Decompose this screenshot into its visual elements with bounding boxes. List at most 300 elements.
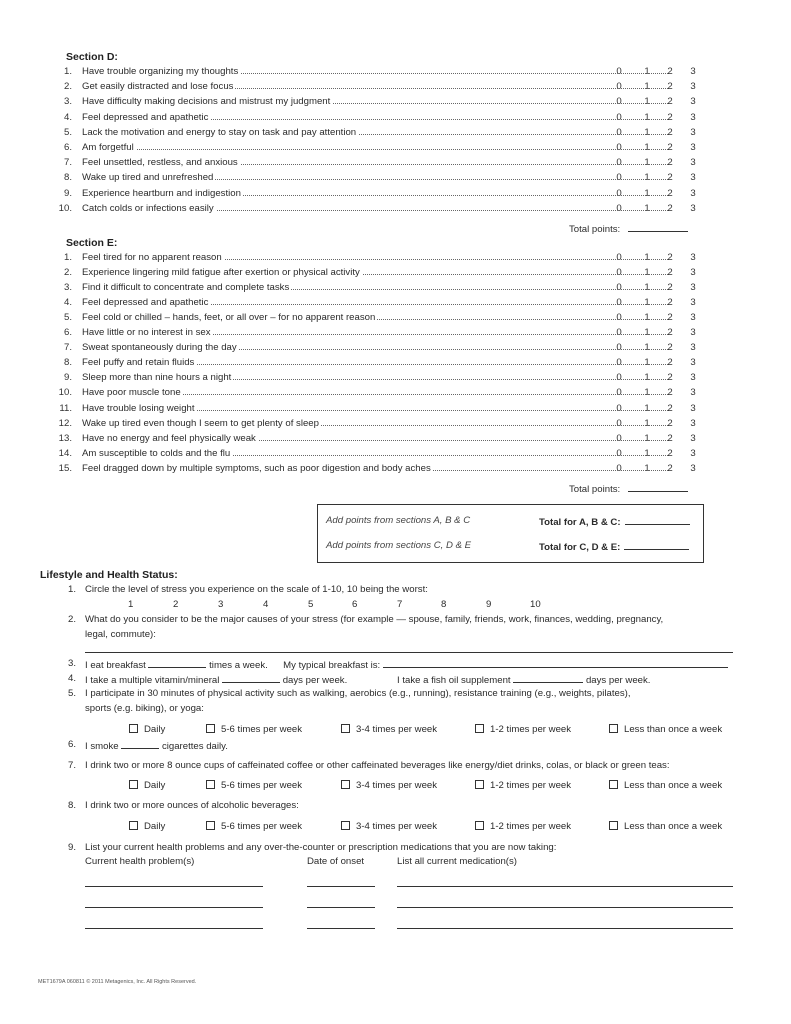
stress-level-8[interactable]: 8 <box>441 599 447 610</box>
section-d-score-1[interactable]: 1 <box>644 142 650 153</box>
section-d-score-2[interactable]: 2 <box>667 81 673 93</box>
q5-text-line1: I participate in 30 minutes of physical activity such as walking, aerobics (e.g., running), resistance training (e.g., weights, pilates), <box>85 688 631 699</box>
section-d-score-2[interactable]: 2 <box>667 142 673 153</box>
section-e-item-label: Sleep more than nine hours a night <box>82 372 232 384</box>
section-e-score-2[interactable]: 2 <box>667 447 673 459</box>
section-d-score-2[interactable]: 2 <box>667 66 673 77</box>
section-d-item-text <box>82 142 670 153</box>
section-e-score-3[interactable]: 3 <box>690 267 696 279</box>
stress-level-4[interactable]: 4 <box>263 599 269 610</box>
section-d-score-0[interactable]: 0 <box>616 126 622 138</box>
section-e-item <box>56 312 706 327</box>
health-problem-line[interactable] <box>85 928 263 929</box>
section-e-score-3[interactable]: 3 <box>690 312 696 324</box>
section-d-item-label: Have trouble organizing my thoughts <box>82 66 239 77</box>
totals-cde <box>539 540 689 553</box>
section-d-item-label: Have difficulty making decisions and mistrust my judgment <box>82 96 331 108</box>
breakfast-field[interactable] <box>383 658 728 668</box>
section-d-item-label: Experience heartburn and indigestion <box>82 187 241 199</box>
health-problem-line[interactable] <box>85 886 263 887</box>
section-e-item-number: 8. <box>63 357 72 369</box>
section-e-score-1[interactable]: 1 <box>644 417 650 429</box>
section-d-item <box>56 157 706 172</box>
section-d-score-2[interactable]: 2 <box>667 126 673 138</box>
section-e-item-number: 3. <box>63 282 72 294</box>
q1-number: 1. <box>67 584 76 595</box>
health-problem-line[interactable] <box>85 907 263 908</box>
medication-line[interactable] <box>397 907 733 908</box>
section-e-score-2[interactable]: 2 <box>667 252 673 263</box>
section-d-item <box>56 142 706 157</box>
section-e-item-text <box>82 448 670 459</box>
section-d-item-number: 9. <box>63 187 72 199</box>
section-e-item <box>56 252 706 267</box>
section-e-item-text <box>82 372 670 383</box>
section-d-item <box>56 203 706 218</box>
section-d-item-number: 2. <box>63 81 72 93</box>
section-e-item-number: 15. <box>58 462 72 474</box>
breakfast-count-field[interactable] <box>148 658 206 668</box>
col-medications: List all current medication(s) <box>397 856 517 867</box>
section-e-score-0[interactable]: 0 <box>616 372 622 384</box>
section-e-score-1[interactable]: 1 <box>644 267 650 279</box>
col-date-onset: Date of onset <box>307 856 365 867</box>
section-e-score-2[interactable]: 2 <box>667 312 673 324</box>
section-e-score-1[interactable]: 1 <box>644 342 650 354</box>
section-d-score-2[interactable]: 2 <box>667 187 673 199</box>
section-e-item-text <box>82 433 670 444</box>
section-d-score-0[interactable]: 0 <box>616 66 622 77</box>
section-e-item-label: Sweat spontaneously during the day <box>82 342 237 354</box>
q4-text-b: days per week. <box>282 675 348 686</box>
q3-number: 3. <box>67 658 76 669</box>
section-e-item-number: 4. <box>63 297 72 309</box>
section-e-item-label: Have trouble losing weight <box>82 402 195 414</box>
checkbox-icon[interactable] <box>206 821 215 830</box>
section-e-item-number: 10. <box>58 387 72 399</box>
section-d-score-2[interactable]: 2 <box>667 111 673 123</box>
section-e-item <box>56 463 706 478</box>
q5-option[interactable] <box>129 724 165 735</box>
section-d-score-0[interactable]: 0 <box>616 172 622 184</box>
section-e-score-3[interactable]: 3 <box>690 327 696 339</box>
section-d-score-1[interactable]: 1 <box>644 172 650 184</box>
section-e-score-0[interactable]: 0 <box>616 387 622 399</box>
section-d-score-3[interactable]: 3 <box>690 172 696 184</box>
stress-level-6[interactable]: 6 <box>352 599 358 610</box>
section-e-item-text <box>82 282 670 293</box>
checkbox-icon[interactable] <box>341 821 350 830</box>
section-e-score-2[interactable]: 2 <box>667 282 673 294</box>
section-e-score-0[interactable]: 0 <box>616 447 622 459</box>
section-d-item-label: Get easily distracted and lose focus <box>82 81 234 93</box>
section-d-score-1[interactable]: 1 <box>644 66 650 77</box>
section-d-item-number: 1. <box>63 66 72 77</box>
section-d-score-1[interactable]: 1 <box>644 96 650 108</box>
q2-text-line1: What do you consider to be the major causes of your stress (for example — spouse, family, friends, work, finances, wedding, pregnancy, <box>85 614 664 625</box>
section-d-score-2[interactable]: 2 <box>667 202 673 214</box>
q5-option-label: 5-6 times per week <box>221 724 303 735</box>
section-e-score-3[interactable]: 3 <box>690 357 696 369</box>
section-e-item-number: 12. <box>58 417 72 429</box>
section-d-score-1[interactable]: 1 <box>644 81 650 93</box>
section-d-item-number: 7. <box>63 157 72 169</box>
section-d-item-text <box>82 188 670 199</box>
checkbox-icon[interactable] <box>475 780 484 789</box>
q4-text-a: I take a multiple vitamin/mineral <box>85 675 220 686</box>
stress-level-3[interactable]: 3 <box>218 599 224 610</box>
section-e-score-2[interactable]: 2 <box>667 267 673 279</box>
section-e-title: Section E: <box>66 237 118 249</box>
section-e-score-3[interactable]: 3 <box>690 402 696 414</box>
q5-option-label: Less than once a week <box>624 724 723 735</box>
section-d-score-1[interactable]: 1 <box>644 126 650 138</box>
section-d-score-3[interactable]: 3 <box>690 66 696 77</box>
q7-option[interactable] <box>129 780 165 791</box>
q7-option-label: 1-2 times per week <box>490 780 572 791</box>
section-d-score-0[interactable]: 0 <box>616 142 622 153</box>
section-d-score-3[interactable]: 3 <box>690 111 696 123</box>
section-d-item <box>56 127 706 142</box>
section-e-item-number: 1. <box>63 252 72 263</box>
section-d-score-0[interactable]: 0 <box>616 81 622 93</box>
q4-number: 4. <box>67 673 76 684</box>
q7-option[interactable] <box>609 780 722 791</box>
checkbox-icon[interactable] <box>475 821 484 830</box>
section-d-score-1[interactable]: 1 <box>644 187 650 199</box>
section-e-item-number: 9. <box>63 372 72 384</box>
section-d-item-number: 8. <box>63 172 72 184</box>
medication-line[interactable] <box>397 886 733 887</box>
section-e-score-0[interactable]: 0 <box>616 282 622 294</box>
section-d-score-0[interactable]: 0 <box>616 96 622 108</box>
q1-text: Circle the level of stress you experience on the scale of 1-10, 10 being the worst: <box>85 584 428 595</box>
stress-level-10[interactable]: 10 <box>530 599 541 610</box>
section-d-score-3[interactable]: 3 <box>690 187 696 199</box>
q5-option[interactable] <box>475 724 571 735</box>
section-e-score-2[interactable]: 2 <box>667 357 673 369</box>
section-d-score-3[interactable]: 3 <box>690 81 696 93</box>
section-e-item-number: 7. <box>63 342 72 354</box>
section-e-item <box>56 372 706 387</box>
section-e-score-3[interactable]: 3 <box>690 417 696 429</box>
section-e-score-1[interactable]: 1 <box>644 327 650 339</box>
q8-option-label: 3-4 times per week <box>356 821 438 832</box>
section-e-item-number: 5. <box>63 312 72 324</box>
onset-line[interactable] <box>307 907 375 908</box>
q9-number: 9. <box>67 842 76 853</box>
q8-option[interactable] <box>341 821 437 832</box>
section-e-score-0[interactable]: 0 <box>616 462 622 474</box>
totals-box <box>317 504 704 563</box>
section-e-item-number: 2. <box>63 267 72 279</box>
section-e-score-3[interactable]: 3 <box>690 297 696 309</box>
section-e-item-label: Have no energy and feel physically weak <box>82 432 256 444</box>
section-d-score-3[interactable]: 3 <box>690 142 696 153</box>
multivitamin-days-field[interactable] <box>222 673 280 683</box>
section-d-item-label: Catch colds or infections easily <box>82 202 214 214</box>
section-e-score-1[interactable]: 1 <box>644 282 650 294</box>
section-d-item-text <box>82 96 670 107</box>
section-d-item-text <box>82 127 670 138</box>
section-e-score-2[interactable]: 2 <box>667 342 673 354</box>
q6-number: 6. <box>67 739 76 750</box>
section-d-total <box>569 222 688 235</box>
section-e-item <box>56 448 706 463</box>
medication-line[interactable] <box>397 928 733 929</box>
totals-cde-field[interactable] <box>624 540 689 550</box>
section-d-total-label: Total points: <box>569 224 621 235</box>
section-e-item-number: 6. <box>63 327 72 339</box>
q8-option[interactable] <box>129 821 165 832</box>
section-d-score-3[interactable]: 3 <box>690 202 696 214</box>
section-e-item <box>56 342 706 357</box>
section-d-score-2[interactable]: 2 <box>667 172 673 184</box>
q6-row <box>85 739 228 752</box>
totals-abc-hint: Add points from sections A, B & C <box>326 515 471 526</box>
section-e-score-2[interactable]: 2 <box>667 372 673 384</box>
section-d-item-number: 4. <box>63 111 72 123</box>
fish-oil-days-field[interactable] <box>513 673 583 683</box>
section-e-item-text <box>82 387 670 398</box>
section-d-score-1[interactable]: 1 <box>644 111 650 123</box>
section-e-score-3[interactable]: 3 <box>690 342 696 354</box>
section-e-score-0[interactable]: 0 <box>616 357 622 369</box>
section-e-score-2[interactable]: 2 <box>667 432 673 444</box>
section-e-item-number: 11. <box>59 402 72 414</box>
q2-number: 2. <box>67 614 76 625</box>
q8-option[interactable] <box>206 821 302 832</box>
section-e-item <box>56 282 706 297</box>
section-e-score-1[interactable]: 1 <box>644 387 650 399</box>
section-e-item-text <box>82 418 670 429</box>
q7-option[interactable] <box>341 780 437 791</box>
stress-level-5[interactable]: 5 <box>308 599 314 610</box>
section-e-score-0[interactable]: 0 <box>616 402 622 414</box>
q5-option-label: 1-2 times per week <box>490 724 572 735</box>
section-e-score-2[interactable]: 2 <box>667 462 673 474</box>
q7-option-label: Less than once a week <box>624 780 723 791</box>
section-d-item-text <box>82 81 670 92</box>
section-e-total-field[interactable] <box>628 482 688 492</box>
checkbox-icon[interactable] <box>475 724 484 733</box>
section-d-score-0[interactable]: 0 <box>616 202 622 214</box>
q8-option-label: 5-6 times per week <box>221 821 303 832</box>
q5-option[interactable] <box>341 724 437 735</box>
section-e-score-1[interactable]: 1 <box>644 432 650 444</box>
section-e-score-0[interactable]: 0 <box>616 432 622 444</box>
section-e-item-text <box>82 267 670 278</box>
section-e-score-1[interactable]: 1 <box>644 447 650 459</box>
section-d-score-3[interactable]: 3 <box>690 126 696 138</box>
section-d-item-label: Am forgetful <box>82 142 134 153</box>
section-e-total-label: Total points: <box>569 484 621 495</box>
section-e-score-0[interactable]: 0 <box>616 342 622 354</box>
section-d-item <box>56 66 706 81</box>
q4-text-c: I take a fish oil supplement <box>397 675 511 686</box>
section-e-item <box>56 267 706 282</box>
section-e-item-number: 14. <box>58 447 72 459</box>
section-d-score-2[interactable]: 2 <box>667 96 673 108</box>
section-e-item <box>56 387 706 402</box>
section-d-score-1[interactable]: 1 <box>644 202 650 214</box>
totals-abc-label: Total for A, B & C: <box>539 517 621 528</box>
q2-text-line2: legal, commute): <box>85 629 156 640</box>
q9-text: List your current health problems and any over-the-counter or prescription medications that you are now taking: <box>85 842 557 853</box>
section-e-item-label: Feel tired for no apparent reason <box>82 252 222 263</box>
section-e-item-text <box>82 403 670 414</box>
checkbox-icon[interactable] <box>609 780 618 789</box>
section-e-score-3[interactable]: 3 <box>690 282 696 294</box>
section-e-item <box>56 357 706 372</box>
section-d-score-0[interactable]: 0 <box>616 111 622 123</box>
section-d-item <box>56 81 706 96</box>
q7-option[interactable] <box>475 780 571 791</box>
q5-number: 5. <box>67 688 76 699</box>
q4-row-a <box>85 673 347 686</box>
q3-text-a: I eat breakfast <box>85 660 146 671</box>
section-e-score-3[interactable]: 3 <box>690 432 696 444</box>
section-d-item-text <box>82 203 670 214</box>
section-e-score-3[interactable]: 3 <box>690 372 696 384</box>
q8-text: I drink two or more ounces of alcoholic beverages: <box>85 800 299 811</box>
section-e-item-label: Feel puffy and retain fluids <box>82 357 195 369</box>
q7-number: 7. <box>67 760 76 771</box>
section-e-score-2[interactable]: 2 <box>667 387 673 399</box>
section-e-score-1[interactable]: 1 <box>644 252 650 263</box>
stress-level-7[interactable]: 7 <box>397 599 403 610</box>
section-d-score-0[interactable]: 0 <box>616 157 622 169</box>
q6-text-b: cigarettes daily. <box>161 741 228 752</box>
section-e-score-3[interactable]: 3 <box>690 252 696 263</box>
section-e-score-0[interactable]: 0 <box>616 267 622 279</box>
section-d-item-number: 6. <box>63 142 72 153</box>
section-d-score-2[interactable]: 2 <box>667 157 673 169</box>
section-e-score-1[interactable]: 1 <box>644 297 650 309</box>
section-e-item <box>56 433 706 448</box>
section-e-item-text <box>82 357 670 368</box>
section-e-item-text <box>82 297 670 308</box>
section-e-item <box>56 297 706 312</box>
checkbox-icon[interactable] <box>609 821 618 830</box>
section-d-item-number: 5. <box>63 126 72 138</box>
col-health-problem: Current health problem(s) <box>85 856 195 867</box>
section-d-score-1[interactable]: 1 <box>644 157 650 169</box>
q5-option-label: Daily <box>144 724 166 735</box>
section-d-item-label: Wake up tired and unrefreshed <box>82 172 214 184</box>
checkbox-icon[interactable] <box>609 724 618 733</box>
q2-answer-line[interactable] <box>85 652 733 653</box>
section-e-score-2[interactable]: 2 <box>667 327 673 339</box>
section-e-score-1[interactable]: 1 <box>644 402 650 414</box>
q5-option[interactable] <box>206 724 302 735</box>
onset-line[interactable] <box>307 886 375 887</box>
section-e-item-label: Feel dragged down by multiple symptoms, such as poor digestion and body aches <box>82 462 431 474</box>
totals-abc <box>539 515 690 528</box>
section-e-score-3[interactable]: 3 <box>690 462 696 474</box>
section-d-title: Section D: <box>66 51 118 63</box>
q8-number: 8. <box>67 800 76 811</box>
section-d-item-label: Lack the motivation and energy to stay on task and pay attention <box>82 126 357 138</box>
section-e-score-0[interactable]: 0 <box>616 297 622 309</box>
stress-level-1[interactable]: 1 <box>128 599 134 610</box>
q7-text: I drink two or more 8 ounce cups of caffeinated coffee or other caffeinated beverages like energy/diet drinks, colas, or black or green teas: <box>85 760 670 771</box>
q3-text-b: times a week. <box>209 660 268 671</box>
section-e-total <box>569 482 688 495</box>
checkbox-icon[interactable] <box>206 780 215 789</box>
onset-line[interactable] <box>307 928 375 929</box>
stress-level-2[interactable]: 2 <box>173 599 179 610</box>
section-e-score-2[interactable]: 2 <box>667 297 673 309</box>
section-d-item-text <box>82 172 670 183</box>
section-d-item-number: 10. <box>58 202 72 214</box>
section-e-item-label: Experience lingering mild fatigue after exertion or physical activity <box>82 267 360 279</box>
section-e-score-0[interactable]: 0 <box>616 327 622 339</box>
section-e-score-1[interactable]: 1 <box>644 312 650 324</box>
section-e-item-label: Find it difficult to concentrate and complete tasks <box>82 282 290 294</box>
lifestyle-title: Lifestyle and Health Status: <box>40 569 178 581</box>
section-e-item-label: Am susceptible to colds and the flu <box>82 447 231 459</box>
q8-option[interactable] <box>475 821 571 832</box>
section-e-score-1[interactable]: 1 <box>644 372 650 384</box>
footer-copyright: MET1679A 060811 © 2011 Metagenics, Inc. All Rights Reserved. <box>38 979 197 985</box>
section-d-score-3[interactable]: 3 <box>690 96 696 108</box>
section-e-score-0[interactable]: 0 <box>616 417 622 429</box>
checkbox-icon[interactable] <box>341 724 350 733</box>
checkbox-icon[interactable] <box>129 724 138 733</box>
section-e-item <box>56 403 706 418</box>
q7-option[interactable] <box>206 780 302 791</box>
q8-option[interactable] <box>609 821 722 832</box>
section-e-item-text <box>82 342 670 353</box>
section-d-item-text <box>82 157 670 168</box>
section-e-score-0[interactable]: 0 <box>616 252 622 263</box>
section-e-score-3[interactable]: 3 <box>690 387 696 399</box>
checkbox-icon[interactable] <box>341 780 350 789</box>
q8-option-label: Daily <box>144 821 166 832</box>
section-e-score-3[interactable]: 3 <box>690 447 696 459</box>
cigarettes-field[interactable] <box>121 739 159 749</box>
totals-cde-hint: Add points from sections C, D & E <box>326 540 472 551</box>
q3-row <box>85 658 728 671</box>
totals-abc-field[interactable] <box>625 515 690 525</box>
section-d-score-0[interactable]: 0 <box>616 187 622 199</box>
section-e-item <box>56 418 706 433</box>
q5-text-line2: sports (e.g. biking), or yoga: <box>85 703 204 714</box>
section-e-score-1[interactable]: 1 <box>644 357 650 369</box>
section-e-score-2[interactable]: 2 <box>667 417 673 429</box>
section-e-item-label: Have little or no interest in sex <box>82 327 211 339</box>
q7-option-label: 3-4 times per week <box>356 780 438 791</box>
section-e-score-2[interactable]: 2 <box>667 402 673 414</box>
section-e-score-1[interactable]: 1 <box>644 462 650 474</box>
section-e-score-0[interactable]: 0 <box>616 312 622 324</box>
checkbox-icon[interactable] <box>129 821 138 830</box>
section-e-item-text <box>82 327 670 338</box>
q4-text-d: days per week. <box>585 675 651 686</box>
totals-cde-label: Total for C, D & E: <box>539 542 621 553</box>
section-d-total-field[interactable] <box>628 222 688 232</box>
checkbox-icon[interactable] <box>206 724 215 733</box>
q6-text-a: I smoke <box>85 741 119 752</box>
section-d-score-3[interactable]: 3 <box>690 157 696 169</box>
stress-level-9[interactable]: 9 <box>486 599 492 610</box>
section-d-item-text <box>82 66 670 77</box>
checkbox-icon[interactable] <box>129 780 138 789</box>
section-e-item-text <box>82 463 670 474</box>
section-d-item <box>56 96 706 111</box>
q5-option[interactable] <box>609 724 722 735</box>
